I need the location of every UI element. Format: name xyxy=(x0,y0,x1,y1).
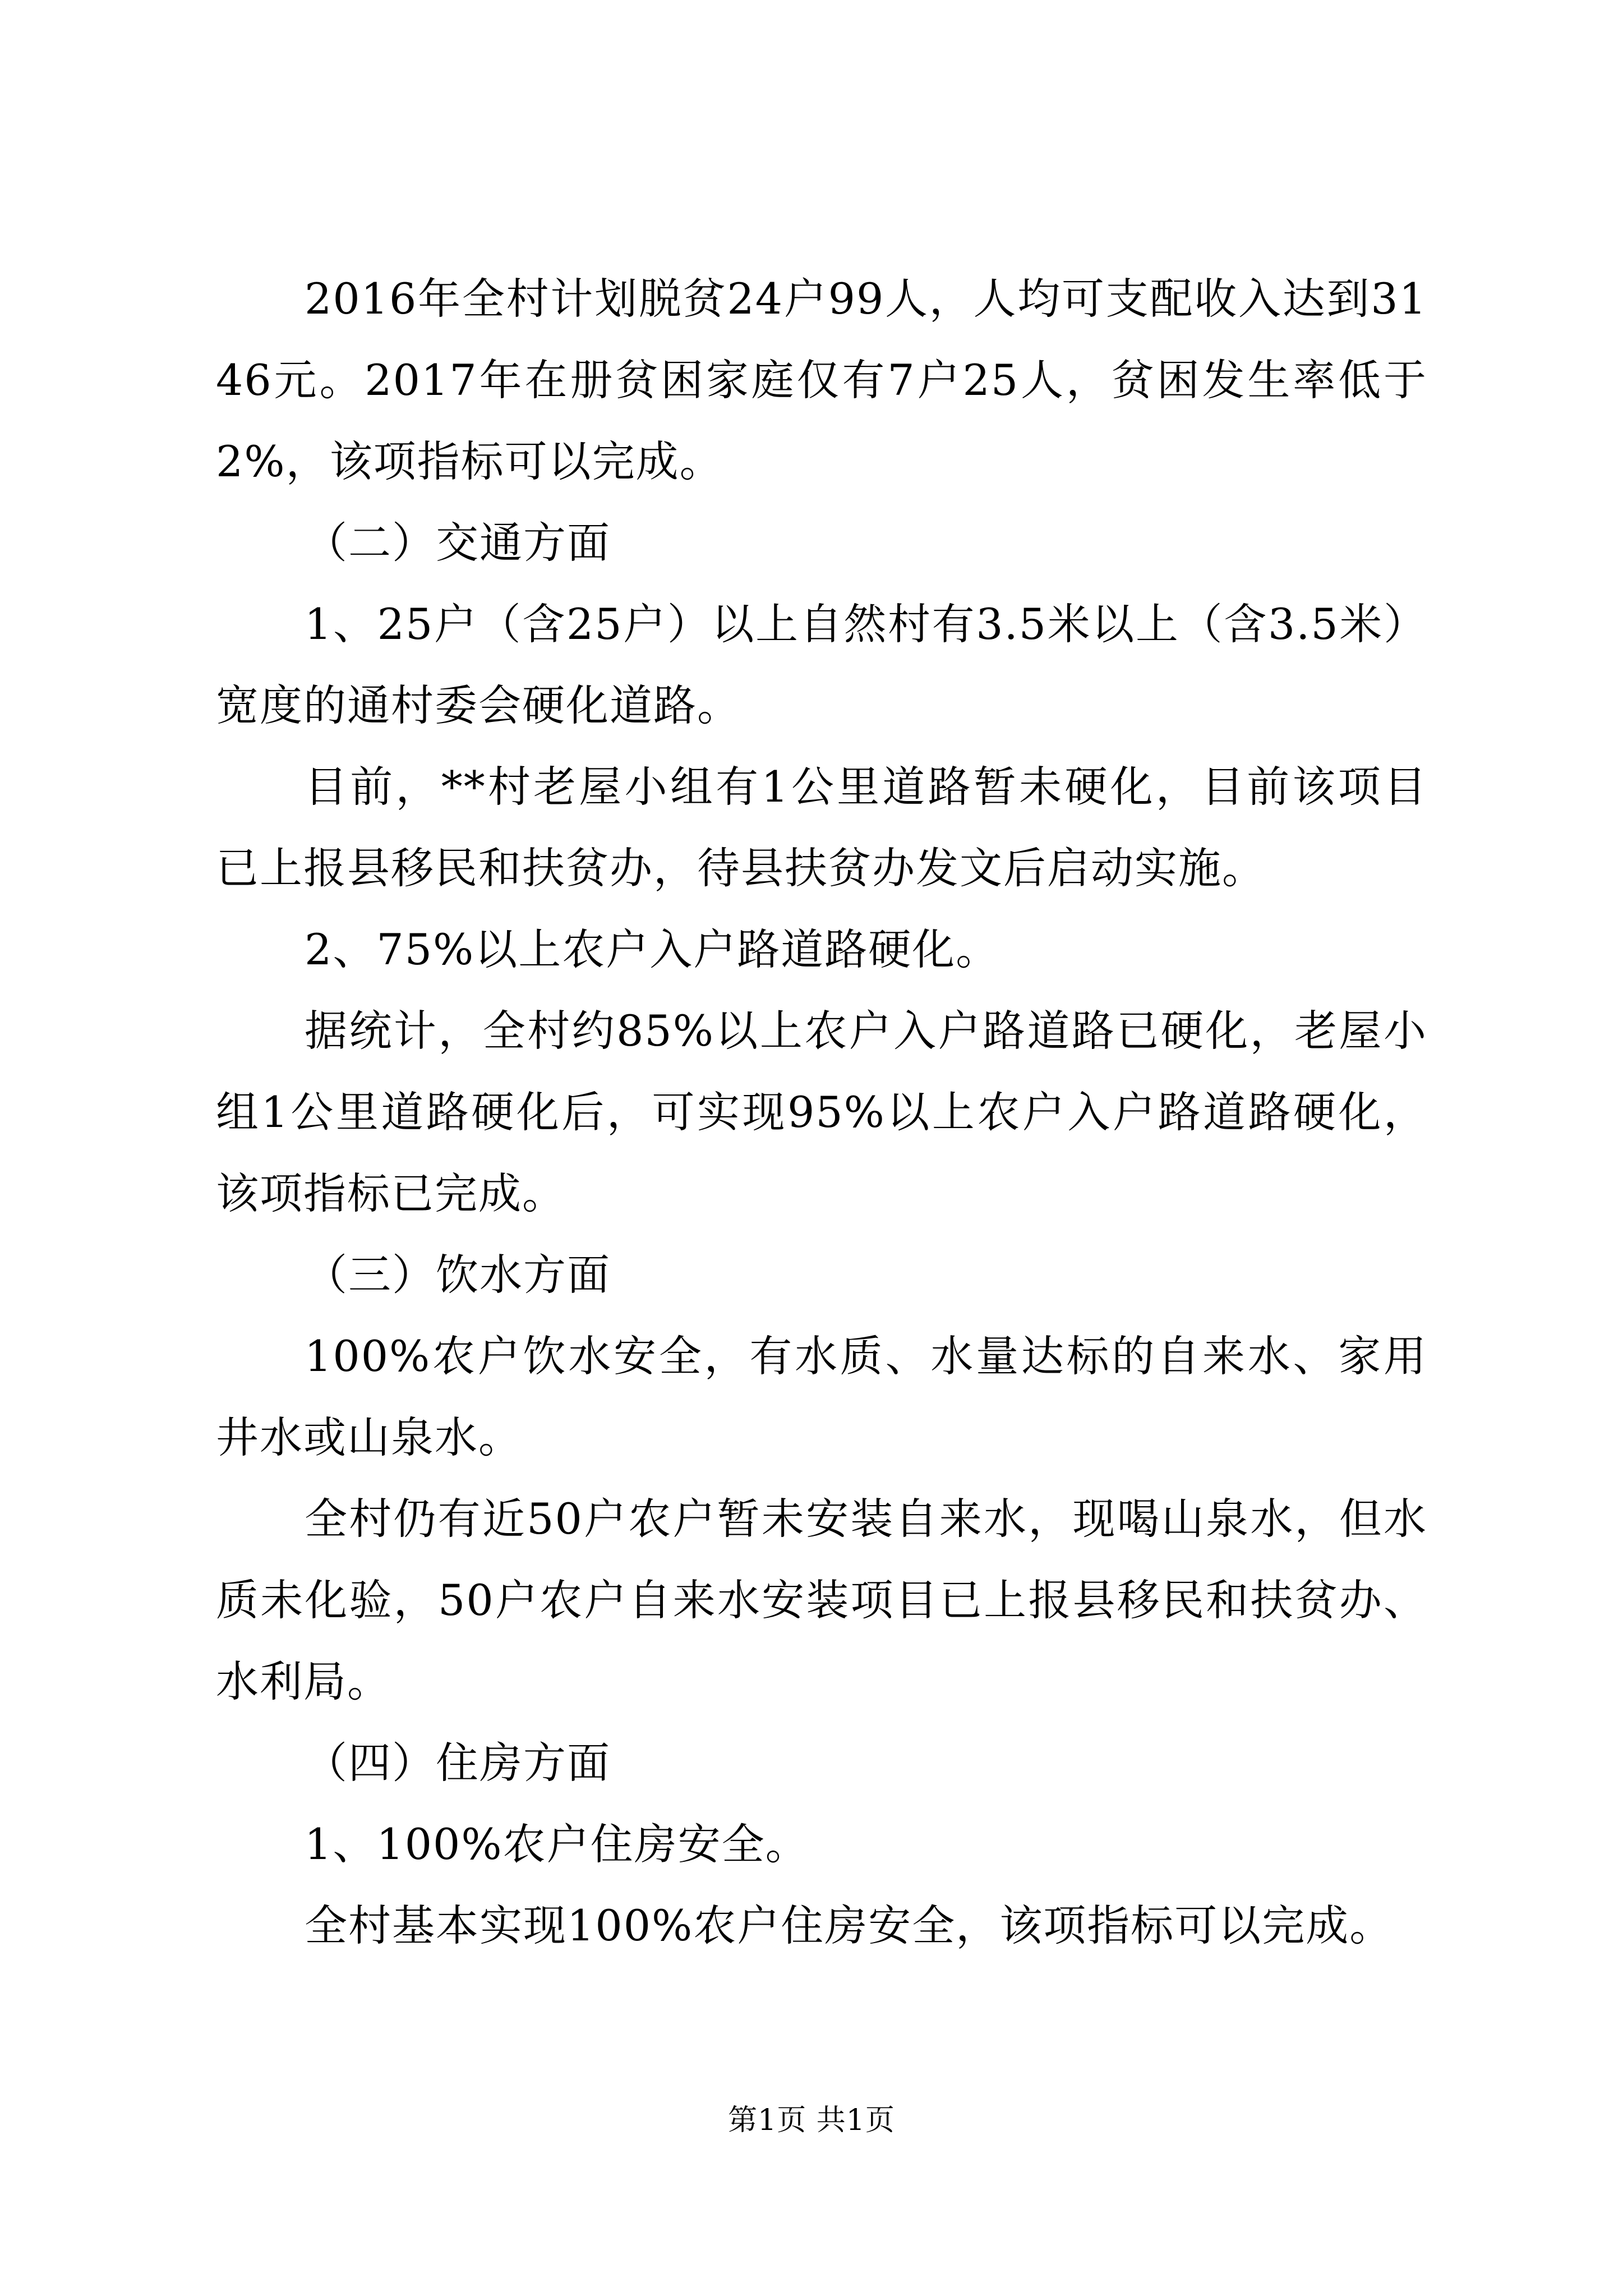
paragraph-household-road-status: 据统计，全村约85%以上农户入户路道路已硬化，老屋小组1公里道路硬化后，可实现95%以上农户入户路道路硬化，该项指标已完成。 xyxy=(216,1006,1427,1218)
paragraph-housing-status: 全村基本实现100%农户住房安全，该项指标可以完成。 xyxy=(305,1901,1394,1950)
paragraph-poverty-target: 2016年全村计划脱贫24户99人，人均可支配收入达到3146元。2017年在册贫困家庭仅有7户25人，贫困发生率低于2%，该项指标可以完成。 xyxy=(216,274,1427,486)
paragraph-road-status: 目前，**村老屋小组有1公里道路暂未硬化，目前该项目已上报县移民和扶贫办，待县扶贫办发文后启动实施。 xyxy=(216,762,1427,893)
paragraph-household-road-standard: 2、75%以上农户入户路道路硬化。 xyxy=(305,924,1000,974)
paragraph-road-standard: 1、25户（含25户）以上自然村有3.5米以上（含3.5米）宽度的通村委会硬化道路。 xyxy=(216,599,1427,730)
section-heading-housing: （四）住房方面 xyxy=(305,1738,611,1788)
section-heading-water: （三）饮水方面 xyxy=(305,1250,611,1300)
paragraph-water-standard: 100%农户饮水安全，有水质、水量达标的自来水、家用井水或山泉水。 xyxy=(216,1331,1427,1462)
document-body xyxy=(216,258,1427,1966)
section-heading-transport: （二）交通方面 xyxy=(305,518,611,568)
paragraph-housing-standard: 1、100%农户住房安全。 xyxy=(305,1819,809,1869)
paragraph-water-status: 全村仍有近50户农户暂未安装自来水，现喝山泉水，但水质未化验，50户农户自来水安装项目已上报县移民和扶贫办、水利局。 xyxy=(216,1494,1427,1706)
page-number-footer: 第1页 共1页 xyxy=(728,2104,895,2137)
